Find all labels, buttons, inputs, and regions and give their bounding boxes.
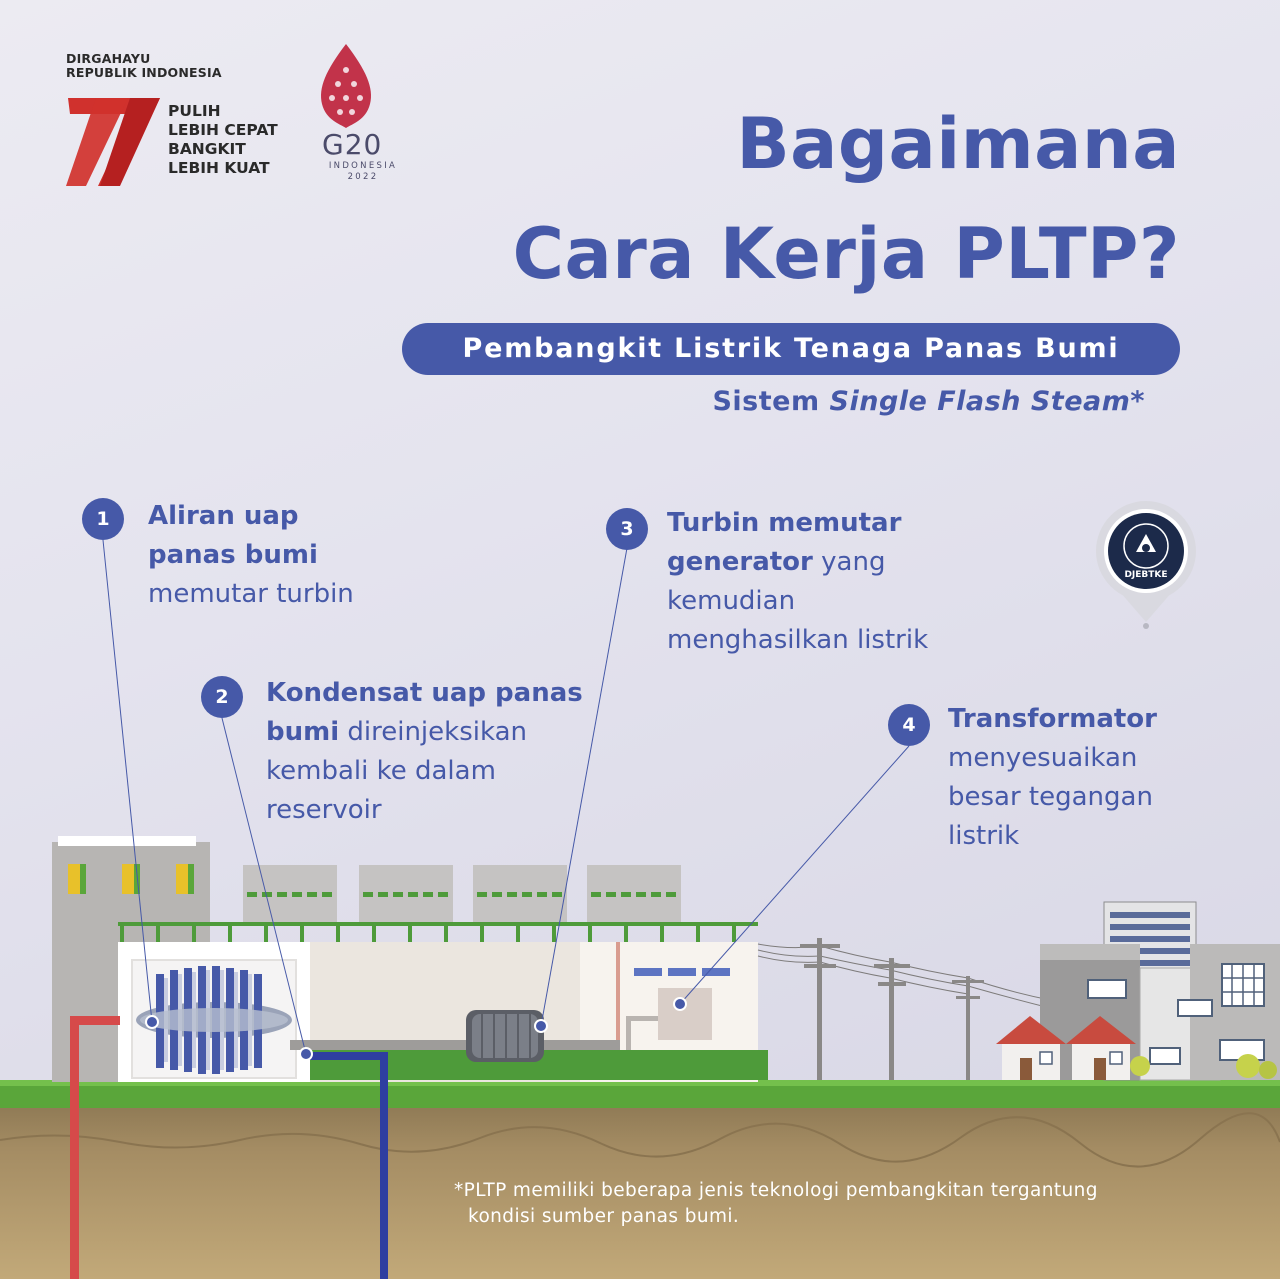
roof-units [243, 865, 681, 925]
hut-ri-77-logo-mark [66, 98, 160, 186]
step-4-bold-1: Transformator [948, 704, 1157, 734]
step-1-badge: 1 [82, 498, 124, 540]
system-suffix: * [1130, 386, 1145, 417]
step-3-bold-2: generator [667, 547, 813, 577]
title-line-2: Cara Kerja PLTP? [512, 213, 1180, 295]
footnote-line-1: *PLTP memiliki beberapa jenis teknologi pembangkitan tergantung [454, 1180, 1098, 1201]
step-2-badge: 2 [201, 676, 243, 718]
motto-line-3: BANGKIT [168, 140, 246, 158]
step-2-rest-2: reservoir [266, 795, 382, 825]
title-line-1: Bagaimana [736, 103, 1180, 185]
step-3-bold-1: Turbin memutar [667, 508, 902, 538]
anniversary-line-2: REPUBLIK INDONESIA [66, 65, 222, 80]
step-3-rest-2: menghasilkan listrik [667, 625, 929, 655]
step-4-rest-3: listrik [948, 821, 1020, 851]
generator [466, 1010, 544, 1062]
g20-year: 2022 [347, 172, 379, 182]
g20-caption [322, 161, 404, 183]
step-2-rest-0: direinjeksikan [339, 717, 527, 747]
subtitle-pill: Pembangkit Listrik Tenaga Panas Bumi [402, 323, 1180, 375]
footnote [454, 1178, 1098, 1230]
g20-country: INDONESIA [328, 161, 398, 171]
step-4-text [948, 700, 1157, 856]
g20-mark: G20 [322, 128, 383, 161]
step-4-badge: 4 [888, 704, 930, 746]
step-2-bold-1: Kondensat uap panas [266, 678, 583, 708]
roof-railing [118, 924, 758, 942]
town [996, 902, 1280, 1080]
step-2-bold-2: bumi [266, 717, 340, 747]
system-name: Single Flash Steam [829, 386, 1131, 417]
step-2-text [266, 674, 583, 830]
motto-line-4: LEBIH KUAT [168, 159, 270, 177]
step-1-bold-2: panas bumi [148, 540, 318, 570]
step-3-text [667, 504, 928, 660]
step-4-rest-1: menyesuaikan [948, 743, 1138, 773]
step-1-rest-1: memutar turbin [148, 579, 354, 609]
power-pole-3 [952, 976, 984, 1080]
step-3-badge: 3 [606, 508, 648, 550]
step-3-rest-1: kemudian [667, 586, 796, 616]
footnote-line-2: kondisi sumber panas bumi. [468, 1206, 740, 1227]
step-4-rest-2: besar tegangan [948, 782, 1153, 812]
step-3-rest-0: yang [812, 547, 886, 577]
g20-gunungan-icon [321, 44, 371, 128]
agency-label: DJEBTKE [1124, 570, 1168, 580]
step-2-rest-1: kembali ke dalam [266, 756, 496, 786]
djebtke-logo-icon [1096, 501, 1196, 629]
motto-line-1: PULIH [168, 102, 221, 120]
anniversary-motto [168, 102, 278, 178]
anniversary-line-1: DIRGAHAYU [66, 51, 151, 66]
step-1-text [148, 497, 354, 614]
motto-line-2: LEBIH CEPAT [168, 121, 278, 139]
power-lines [758, 944, 1050, 1008]
system-prefix: Sistem [712, 386, 830, 417]
anniversary-caption [66, 52, 222, 80]
system-label [712, 386, 1145, 417]
step-1-bold-1: Aliran uap [148, 501, 299, 531]
